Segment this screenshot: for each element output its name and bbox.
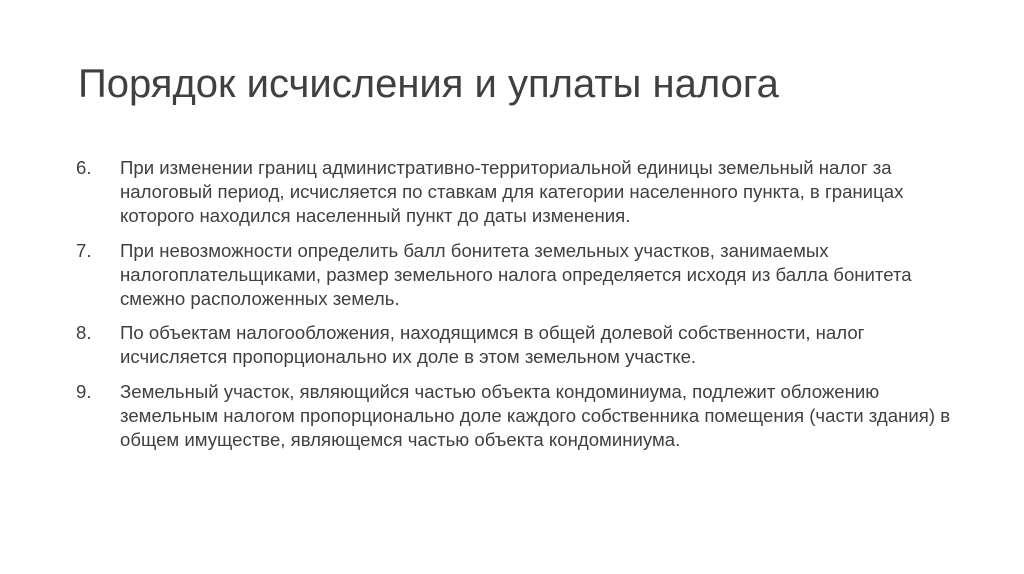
list-item bbox=[76, 380, 956, 453]
list-item bbox=[76, 156, 956, 229]
list-item-text: По объектам налогообложения, находящимся в общей долевой собственности, налог исчисляется пропорционально их доле в этом земельном участке. bbox=[120, 322, 865, 368]
list-item-text: Земельный участок, являющийся частью объекта кондоминиума, подлежит обложению земельным налогом пропорционально доле каждого собственника помещения (части здания) в общем имуществе, являющемся частью объекта кондоминиума. bbox=[120, 380, 951, 451]
slide-title: Порядок исчисления и уплаты налога bbox=[78, 62, 779, 106]
list-item-text: При изменении границ административно-территориальной единицы земельный налог за налоговый период, исчисляется по ставкам для категории населенного пункта, в границах которого находился населенный пункт до даты изменения. bbox=[120, 157, 904, 227]
list-item bbox=[76, 239, 956, 312]
list-item-number: 9. bbox=[76, 380, 92, 402]
list-item-text: При невозможности определить балл бонитета земельных участков, занимаемых налогоплательщиками, размер земельного налога определяется исходя из балла бонитета смежно расположенных земель. bbox=[120, 239, 912, 310]
list-item-number: 7. bbox=[76, 239, 92, 261]
list-item-number: 6. bbox=[76, 157, 92, 178]
list-item bbox=[76, 321, 956, 369]
list-item-number: 8. bbox=[76, 322, 92, 344]
numbered-list bbox=[76, 156, 956, 462]
